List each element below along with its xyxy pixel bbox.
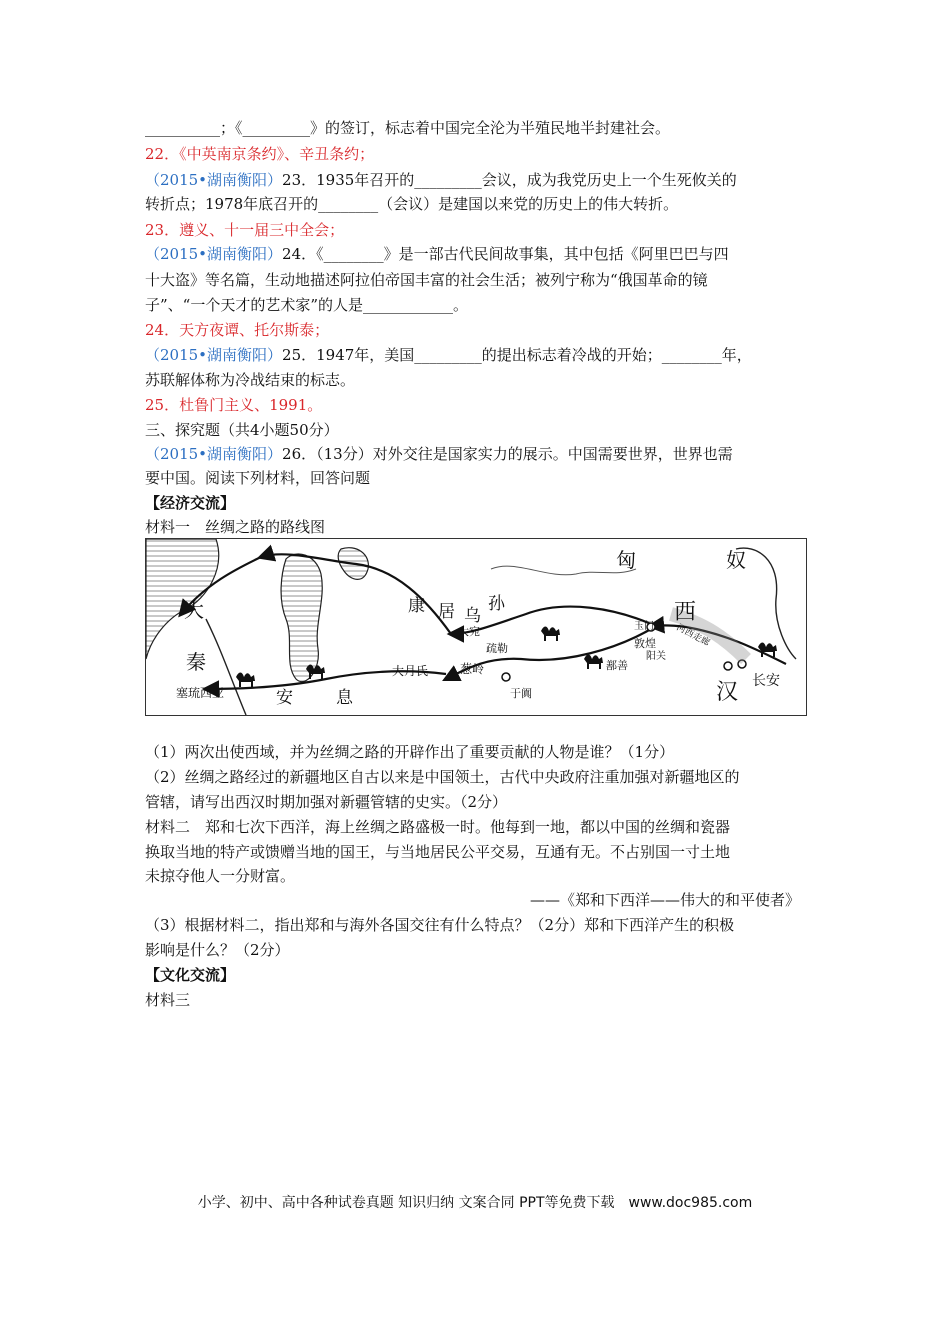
caspian-sea	[281, 554, 322, 682]
question-line	[145, 244, 729, 264]
label-an: 安	[276, 688, 293, 708]
label-dunhuang: 敦煌	[634, 637, 656, 650]
text-line: 苏联解体称为冷战结束的标志。	[145, 371, 356, 389]
label-ju: 居	[438, 602, 455, 622]
question-text: 23．1935年召开的_________会议，成为我党历史上一个生死攸关的	[282, 171, 737, 189]
silk-road-map	[145, 538, 807, 716]
text-line: 要中国。阅读下列材料，回答问题	[145, 469, 371, 487]
source-tag: （2015•湖南衡阳）	[145, 445, 283, 463]
label-kang: 康	[408, 596, 425, 616]
label-qin: 秦	[186, 650, 206, 674]
text-line: 换取当地的特产或馈赠当地的国王，与当地居民公平交易，互通有无。不占别国一寸土地	[145, 843, 731, 861]
source-tag: （2015•湖南衡阳）	[145, 171, 283, 189]
text-line: 影响是什么？（2分）	[145, 941, 290, 959]
label-changan: 长安	[752, 673, 780, 689]
question-text: 26．（13分）对外交往是国家实力的展示。中国需要世界，世界也需	[282, 445, 733, 463]
question-text: 24．《________》是一部古代民间故事集，其中包括《阿里巴巴与四	[282, 245, 729, 263]
text-line: 管辖，请写出西汉时期加强对新疆管辖的史实。（2分）	[145, 793, 508, 811]
text-line: 十大盗》等名篇，生动地描述阿拉伯帝国丰富的社会生活；被列宁称为“俄国革命的镜	[145, 271, 708, 289]
page-footer: 小学、初中、高中各种试卷真题 知识归纳 文案合同 PPT等免费下载 www.doc985.com	[197, 1195, 753, 1211]
label-wu: 乌	[464, 606, 481, 626]
label-shanshan: 鄯善	[606, 659, 628, 672]
question-line: （1）两次出使西域，并为丝绸之路的开辟作出了重要贡献的人物是谁？（1分）	[145, 743, 675, 761]
text-line: 子”、“一个天才的艺术家”的人是____________。	[145, 296, 469, 314]
label-xi: 西	[674, 600, 697, 625]
answer-line: 23．遵义、十一届三中全会；	[145, 221, 345, 239]
label-dayuezhi: 大月氏	[392, 664, 429, 678]
text-line: 未掠夺他人一分财富。	[145, 867, 296, 885]
text-line: __________；《_________》的签订，标志着中国完全沦为半殖民地半封建社会。	[145, 119, 671, 137]
label-han: 汉	[716, 680, 739, 705]
question-line	[145, 345, 752, 365]
citation: ——《郑和下西洋——伟大的和平使者》	[529, 891, 800, 909]
label-hexi: 河西走廊	[674, 622, 712, 649]
section-heading: 三、探究题（共4小题50分）	[145, 421, 339, 439]
label-xiongnu-1: 匈	[616, 548, 636, 572]
question-line: （2）丝绸之路经过的新疆地区自古以来是中国领土，古代中央政府注重加强对新疆地区的	[145, 768, 740, 786]
label-sun: 孙	[488, 594, 505, 614]
question-line	[145, 170, 737, 190]
source-tag: （2015•湖南衡阳）	[145, 245, 283, 263]
question-line: （3）根据材料二，指出郑和与海外各国交往有什么特点？（2分）郑和下西洋产生的积极	[145, 916, 735, 934]
material-line: 材料二 郑和七次下西洋，海上丝绸之路盛极一时。他每到一地，都以中国的丝绸和瓷器	[145, 818, 731, 836]
material-caption: 材料三	[145, 991, 191, 1009]
subsection-heading: 【文化交流】	[145, 966, 236, 984]
label-yutian: 于阗	[510, 687, 532, 700]
answer-line: 25．杜鲁门主义、1991。	[145, 396, 323, 414]
label-congling: 葱岭	[460, 662, 485, 676]
question-line	[145, 444, 733, 464]
material-caption: 材料一 丝绸之路的路线图	[145, 518, 326, 536]
label-xiongnu-2: 奴	[726, 548, 746, 572]
sea-west	[146, 539, 219, 659]
subsection-heading: 【经济交流】	[145, 494, 236, 512]
label-dayuan: 大宛	[458, 625, 480, 638]
label-saikang: 塞琉西亚	[176, 686, 225, 700]
label-shule: 疏勒	[486, 642, 508, 655]
source-tag: （2015•湖南衡阳）	[145, 346, 283, 364]
answer-line: 22．《中英南京条约》、辛丑条约；	[145, 145, 375, 163]
label-xi2: 息	[336, 688, 353, 708]
label-yumenguan: 玉门关	[634, 621, 664, 632]
label-da: 大	[184, 598, 204, 622]
text-line: 转折点；1978年底召开的________（会议）是建国以来党的历史上的伟大转折。	[145, 195, 679, 213]
answer-line: 24．天方夜谭、托尔斯泰；	[145, 321, 330, 339]
label-yangguan: 阳关	[646, 651, 666, 662]
question-text: 25．1947年，美国_________的提出标志着冷战的开始；________年，	[282, 346, 752, 364]
